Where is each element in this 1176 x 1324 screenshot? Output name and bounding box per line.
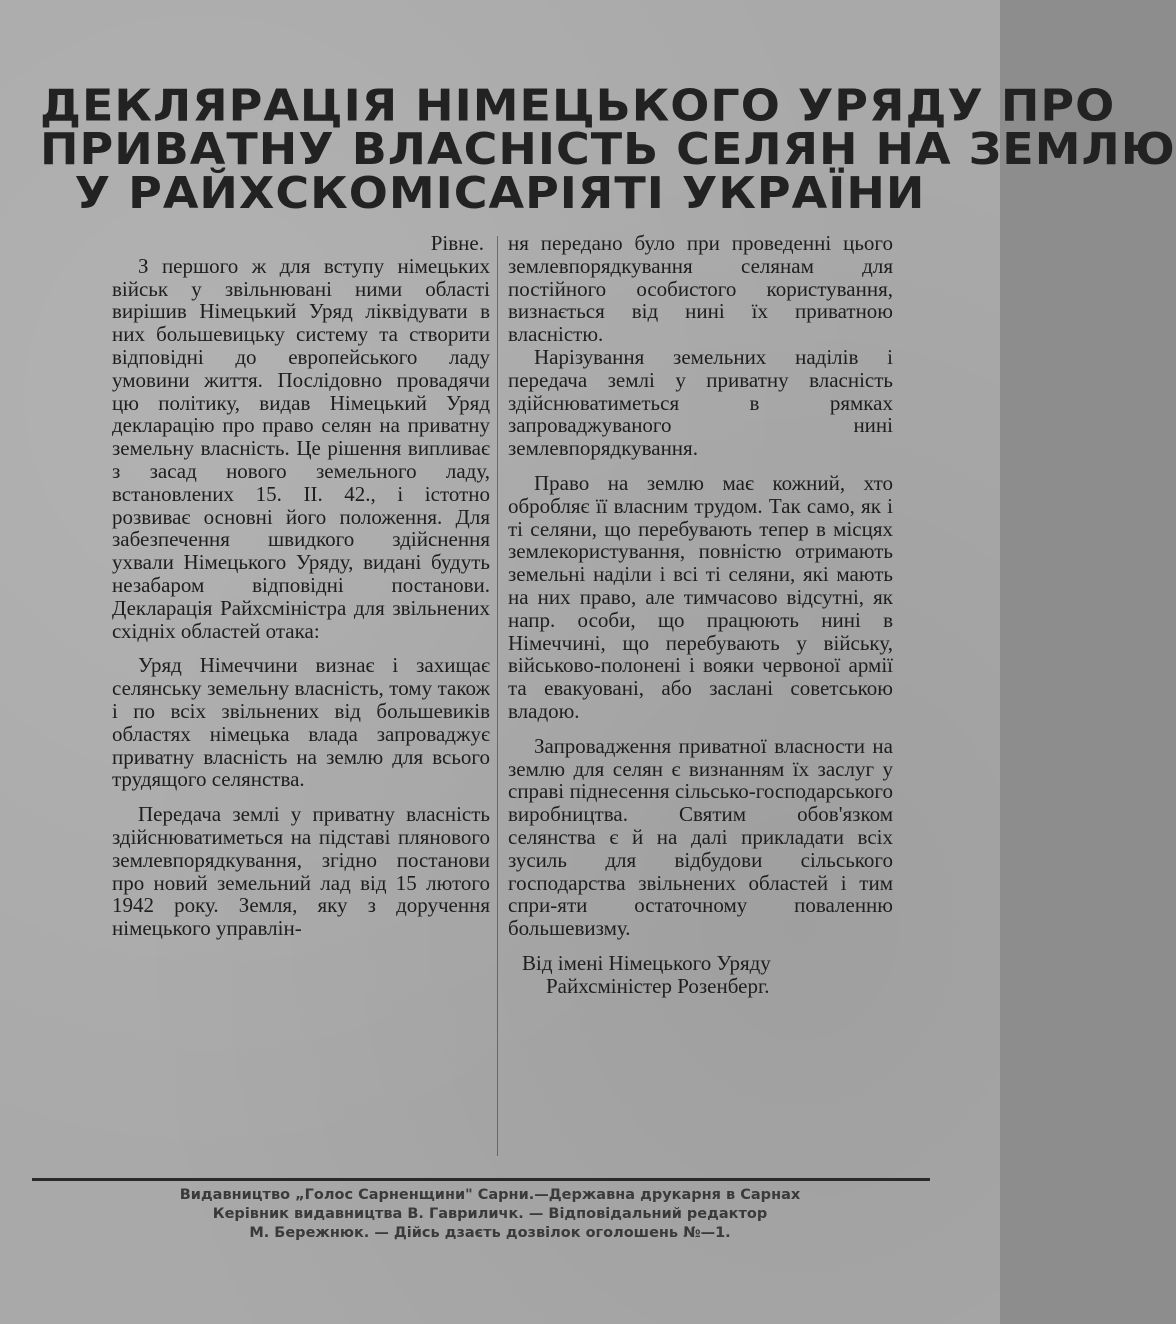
- headline-line-2: ПРИВАТНУ ВЛАСНІСТЬ СЕЛЯН НА ЗЕМЛЮ: [40, 123, 1176, 175]
- footer-rule: [32, 1178, 930, 1181]
- signature-block: [508, 952, 893, 998]
- paragraph: Запровадження приватної власности на землю для селян є визнанням їх заслуг у справі піднесення сільсько-господарського виробництва. Святим обов'язком селянства є й на далі прикладати всіх зусиль для відбудови сільського господарства звільнених областей і тим спри-яти остаточному поваленню большевизму.: [508, 733, 893, 941]
- publisher-imprint: [60, 1186, 920, 1243]
- paragraph: Передача землі у приватну власність здійснюватиметься на підставі плянового землевпорядкування, згідно постанови про новий земельний лад від 15 лютого 1942 року. Земля, яку з доручення німецького управлін-: [112, 802, 490, 941]
- signature-line-1: Від імені Німецького Уряду: [522, 950, 771, 975]
- left-column: [112, 232, 490, 940]
- signature-line-2: Райхсміністер Розенберг.: [546, 973, 770, 998]
- headline-line-1: ДЕКЛЯРАЦІЯ НІМЕЦЬКОГО УРЯДУ ПРО: [40, 79, 1116, 131]
- paragraph: ня передано було при проведенні цього землевпорядкування селянам для постійного особистого користування, визнається від нині їх приватною власністю.: [508, 231, 893, 347]
- column-divider: [497, 236, 498, 1156]
- imprint-line-1: Видавництво „Голос Сарненщини" Сарни.—Державна друкарня в Сарнах: [179, 1187, 801, 1203]
- imprint-line-2: Керівник видавництва В. Гавриличк. — Відповідальний редактор: [212, 1206, 768, 1222]
- paragraph: Уряд Німеччини визнає і захищає селянську земельну власність, тому також і по всіх звільнених від большевиків областях німецька влада запроваджує приватну власність на землю для всього трудящого селянства.: [112, 653, 490, 792]
- right-column: [508, 232, 893, 998]
- paragraph: Нарізування земельних наділів і передача землі у приватну власність здійснюватиметься в рямках запроваджуваного нині землевпорядкування.: [508, 344, 893, 461]
- dateline-place: Рівне.: [430, 231, 484, 255]
- imprint-line-3: М. Бережнюк. — Дійсь дзаєть дозвілок оголошень №—1.: [249, 1225, 731, 1241]
- paragraph: Право на землю має кожний, хто обробляє її власним трудом. Так само, як і ті селяни, що перебувають тепер в місцях землекористування, повністю отримають земельні наділи і всі ті селяни, які мають на них право, але тимчасово відсутні, як напр. особи, що працюють нині в Німеччині, що перебувають у війську, військово-полонені і вояки червоної армії та евакуовані, або заслані советською владою.: [508, 470, 893, 723]
- headline: [40, 79, 1176, 219]
- headline-line-3: У РАЙХСКОМІСАРІЯТІ УКРАЇНИ: [74, 167, 926, 219]
- paragraph: З першого ж для вступу німецьких військ у звільнювані ними області вирішив Німецький Уряд ліквідувати в них большевицьку систему та створити відповідні до европейського ладу умовини життя. Послідовно провадячи цю політику, видав Німецький Уряд декларацію про право селян на приватну земельну власність. Це рішення випливає з засад нового земельного ладу, встановлених 15. II. 42., і істотно розвиває основні його положення. Для забезпечення швидкого здійснення ухвали Німецького Уряду, видані будуть незабаром відповідні постанови. Декларація Райхсміністра для звільнених східніх областей отака:: [112, 253, 490, 643]
